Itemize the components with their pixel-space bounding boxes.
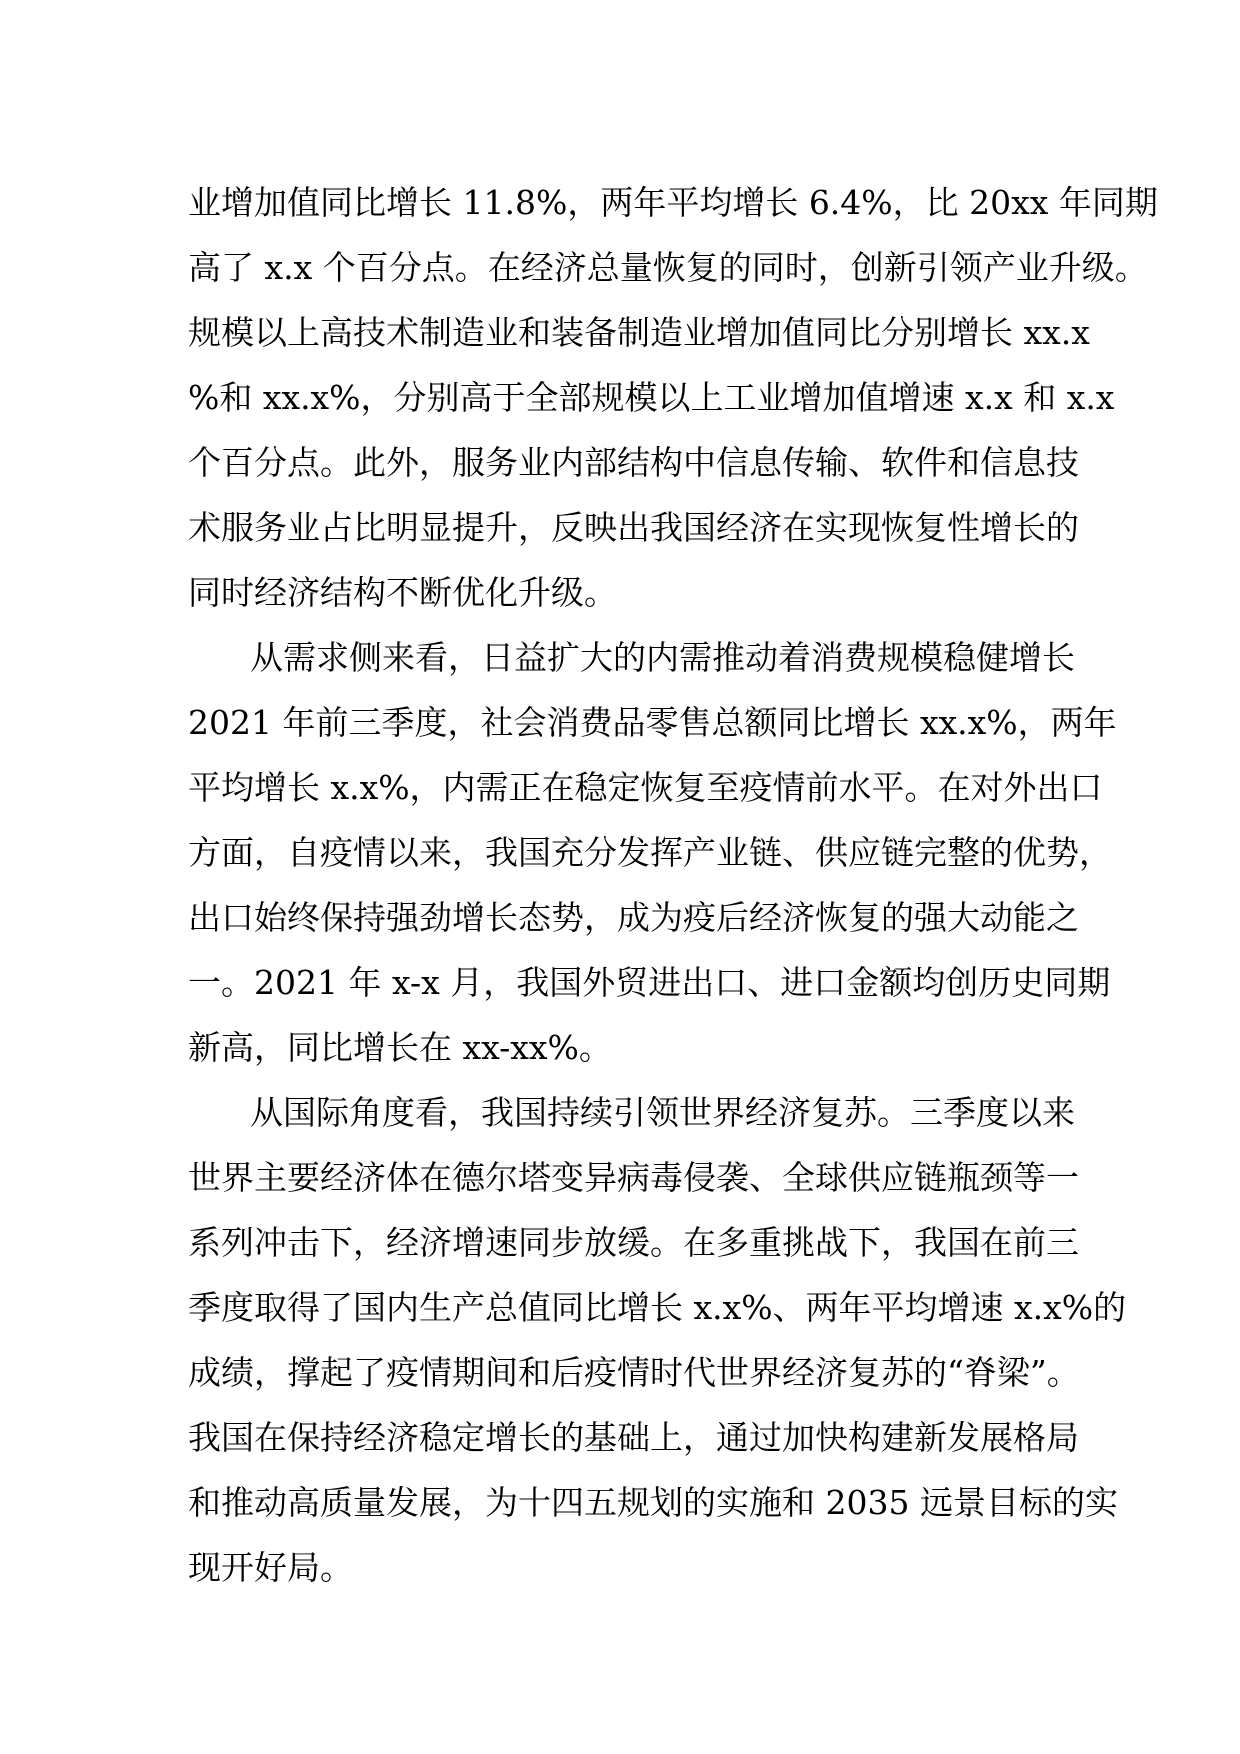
text-line: 和推动高质量发展，为十四五规划的实施和 2035 远景目标的实 <box>188 1483 1118 1522</box>
text-line: 季度取得了国内生产总值同比增长 x.x%、两年平均增速 x.x%的 <box>188 1288 1127 1327</box>
text-line: 个百分点。此外，服务业内部结构中信息传输、软件和信息技 <box>188 443 1079 482</box>
text-line: 规模以上高技术制造业和装备制造业增加值同比分别增长 xx.x <box>188 313 1090 352</box>
text-line: 一。2021 年 x-x 月，我国外贸进出口、进口金额均创历史同期 <box>188 963 1111 1002</box>
text-line: 术服务业占比明显提升，反映出我国经济在实现恢复性增长的 <box>188 508 1079 547</box>
text-line: 从国际角度看，我国持续引领世界经济复苏。三季度以来 <box>250 1093 1075 1132</box>
document-body <box>188 170 1158 1600</box>
text-line: 我国在保持经济稳定增长的基础上，通过加快构建新发展格局 <box>188 1418 1079 1457</box>
text-line: 方面，自疫情以来，我国充分发挥产业链、供应链完整的优势， <box>188 833 1112 872</box>
text-line: 出口始终保持强劲增长态势，成为疫后经济恢复的强大动能之 <box>188 898 1079 937</box>
text-line: 世界主要经济体在德尔塔变异病毒侵袭、全球供应链瓶颈等一 <box>188 1158 1079 1197</box>
text-line: 2021 年前三季度，社会消费品零售总额同比增长 xx.x%，两年 <box>188 703 1117 742</box>
text-line: 从需求侧来看，日益扩大的内需推动着消费规模稳健增长 <box>250 638 1075 677</box>
text-line: 新高，同比增长在 xx-xx%。 <box>188 1028 612 1067</box>
text-line: %和 xx.x%，分别高于全部规模以上工业增加值增速 x.x 和 x.x <box>188 378 1115 417</box>
paragraph-2 <box>188 625 1117 1080</box>
text-line: 业增加值同比增长 11.8%，两年平均增长 6.4%，比 20xx 年同期 <box>188 183 1158 222</box>
text-line: 同时经济结构不断优化升级。 <box>188 573 617 612</box>
paragraph-1 <box>188 170 1158 625</box>
text-line: 平均增长 x.x%，内需正在稳定恢复至疫情前水平。在对外出口 <box>188 768 1103 807</box>
text-line: 现开好局。 <box>188 1548 353 1587</box>
text-line: 高了 x.x 个百分点。在经济总量恢复的同时，创新引领产业升级。 <box>188 248 1148 287</box>
text-line: 成绩，撑起了疫情期间和后疫情时代世界经济复苏的“脊梁”。 <box>188 1353 1080 1392</box>
text-line: 系列冲击下，经济增速同步放缓。在多重挑战下，我国在前三 <box>188 1223 1079 1262</box>
paragraph-3 <box>188 1080 1127 1600</box>
